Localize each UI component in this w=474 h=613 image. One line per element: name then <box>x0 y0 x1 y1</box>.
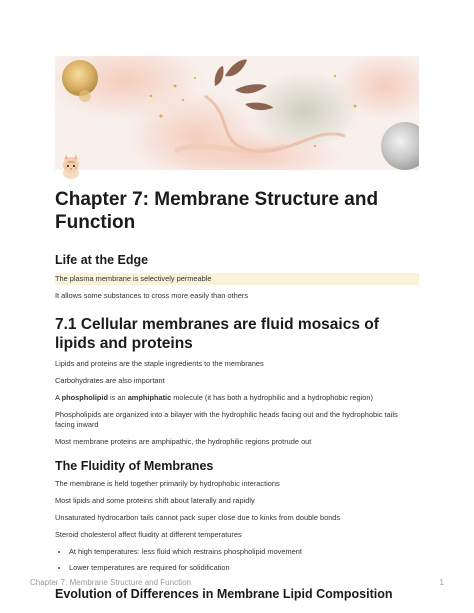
paragraph: Steroid cholesterol affect fluidity at different temperatures <box>55 530 242 539</box>
section-heading-cellular-membranes: 7.1 Cellular membranes are fluid mosaics of lipids and proteins <box>55 316 379 352</box>
section-heading-evolution: Evolution of Differences in Membrane Lipid Composition <box>55 587 393 601</box>
paragraph: Unsaturated hydrocarbon tails cannot pack super close due to kinks from double bonds <box>55 513 341 522</box>
page-number: 1 <box>439 578 444 587</box>
bullet-list <box>55 547 419 573</box>
paragraph: Most lipids and some proteins shift about laterally and rapidly <box>55 496 255 505</box>
page-footer <box>30 578 444 587</box>
paragraph: The membrane is held together primarily by hydrophobic interactions <box>55 479 280 488</box>
list-item: • Lower temperatures are required for solidification <box>69 563 419 573</box>
section-heading-life-at-the-edge: Life at the Edge <box>55 253 149 267</box>
paragraph: Most membrane proteins are amphipathic, the hydrophilic regions protrude out <box>55 437 312 446</box>
page-title: Chapter 7: Membrane Structure and Function <box>55 189 379 233</box>
highlighted-text: The plasma membrane is selectively permeable <box>55 273 419 285</box>
text-run: molecule (it has both a hydrophilic and a hydrophobic region) <box>171 393 373 402</box>
section-heading-fluidity: The Fluidity of Membranes <box>55 459 214 473</box>
paragraph: Phospholipids are organized into a bilayer with the hydrophilic heads facing out and the hydrophobic tails facing inward <box>55 410 398 429</box>
page-content <box>55 188 419 607</box>
text-run: A <box>55 393 62 402</box>
text-run: is an <box>107 393 128 402</box>
bold-term-phospholipid: phospholipid <box>61 393 108 402</box>
paragraph: Carbohydrates are also important <box>55 376 165 385</box>
paragraph-phospholipid <box>55 393 419 403</box>
cover-banner <box>55 56 419 170</box>
paragraph: Lipids and proteins are the staple ingredients to the membranes <box>55 359 264 368</box>
paragraph: It allows some substances to cross more easily than others <box>55 291 249 300</box>
watercolor-banner-image <box>55 56 419 170</box>
footer-title: Chapter 7: Membrane Structure and Function <box>30 578 191 587</box>
cat-icon <box>60 154 82 180</box>
bold-term-amphiphatic: amphiphatic <box>127 393 172 402</box>
list-item: • At high temperatures: less fluid which restrains phospholipid movement <box>69 547 419 557</box>
